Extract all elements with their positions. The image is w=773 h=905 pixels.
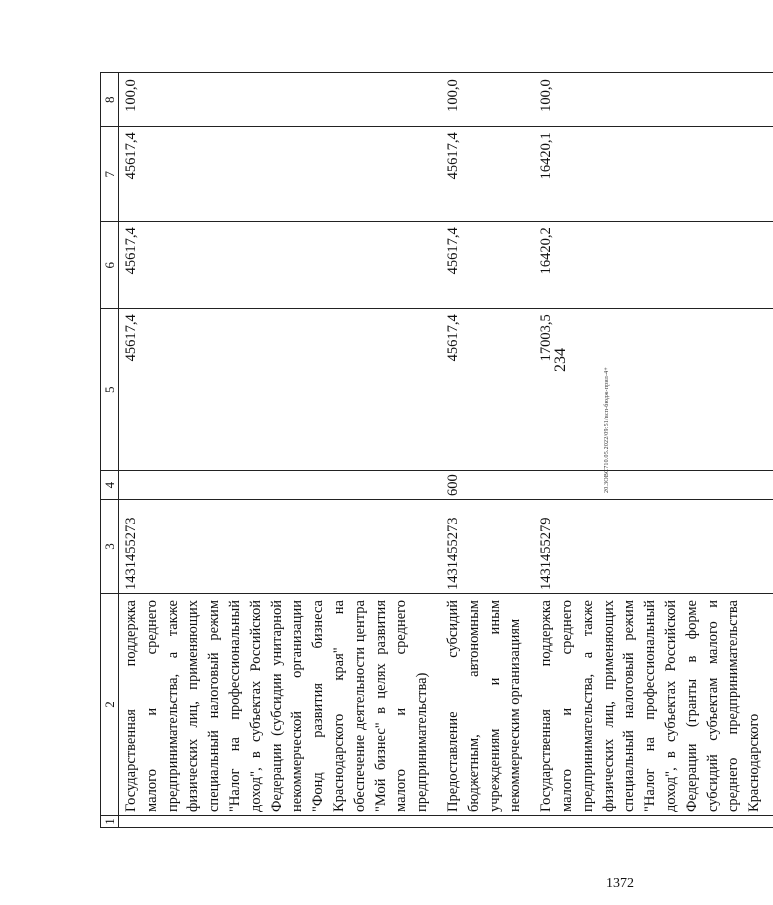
col-header-8: 8 (101, 73, 119, 127)
amount-col-7: 45617,4 (119, 127, 441, 222)
col-header-5: 5 (101, 309, 119, 471)
expense-type-code (119, 471, 441, 500)
expense-type-code: 600 (441, 471, 534, 500)
row-number (441, 816, 534, 828)
table-header-row (101, 73, 119, 828)
sheet-number: 1372 (606, 876, 634, 891)
percent-col-8: 100,0 (441, 73, 534, 127)
col-header-3: 3 (101, 500, 119, 594)
amount-col-5: 45617,4 (119, 309, 441, 471)
amount-col-6: 45617,4 (119, 222, 441, 309)
col-header-7: 7 (101, 127, 119, 222)
col-header-4: 4 (101, 471, 119, 500)
col-header-6: 6 (101, 222, 119, 309)
table-row (119, 73, 441, 828)
table-row (441, 73, 534, 828)
row-number (119, 816, 441, 828)
table-row (534, 73, 773, 828)
row-description: Государственная поддержка малого и среднего предпринимательства, а также физических лиц, применяющих специальный налоговый режим "Налог на профессиональный доход", в субъектах Российской Федерации (гранты в форме субсидий субъектам малого и среднего предпринимательства Краснодарского (534, 594, 773, 816)
row-number (534, 816, 773, 828)
percent-col-8: 100,0 (534, 73, 773, 127)
amount-col-5: 45617,4 (441, 309, 534, 471)
expense-type-code (534, 471, 773, 500)
amount-col-5: 17003,5 (534, 309, 773, 471)
percent-col-8: 100,0 (119, 73, 441, 127)
target-article-code: 1431455279 (534, 500, 773, 594)
target-article-code: 1431455273 (441, 500, 534, 594)
amount-col-7: 45617,4 (441, 127, 534, 222)
budget-table (100, 72, 773, 828)
amount-col-6: 45617,4 (441, 222, 534, 309)
amount-col-6: 16420,2 (534, 222, 773, 309)
document-sheet (100, 28, 763, 828)
row-description: Государственная поддержка малого и среднего предпринимательства, а также физических лиц, применяющих специальный налоговый режим "Налог на профессиональный доход", в субъектах Российской Федерации (субсидии унитарной некоммерческой организации "Фонд развития бизнеса Краснодарского края" на обеспечение деятельности центра "Мой бизнес" в целях развития малого и среднего предпринимательства) (119, 594, 441, 816)
row-description: Предоставление субсидий бюджетным, автономным учреждениям и иным некоммерческим организациям (441, 594, 534, 816)
side-note: 20.3ОВС710.05.2022/09:51/всп-бюдж-прил-4+ (604, 367, 610, 493)
col-header-2: 2 (101, 594, 119, 816)
amount-col-7: 16420,1 (534, 127, 773, 222)
col-header-1: 1 (101, 816, 119, 828)
page-number: 234 (552, 348, 569, 372)
target-article-code: 1431455273 (119, 500, 441, 594)
